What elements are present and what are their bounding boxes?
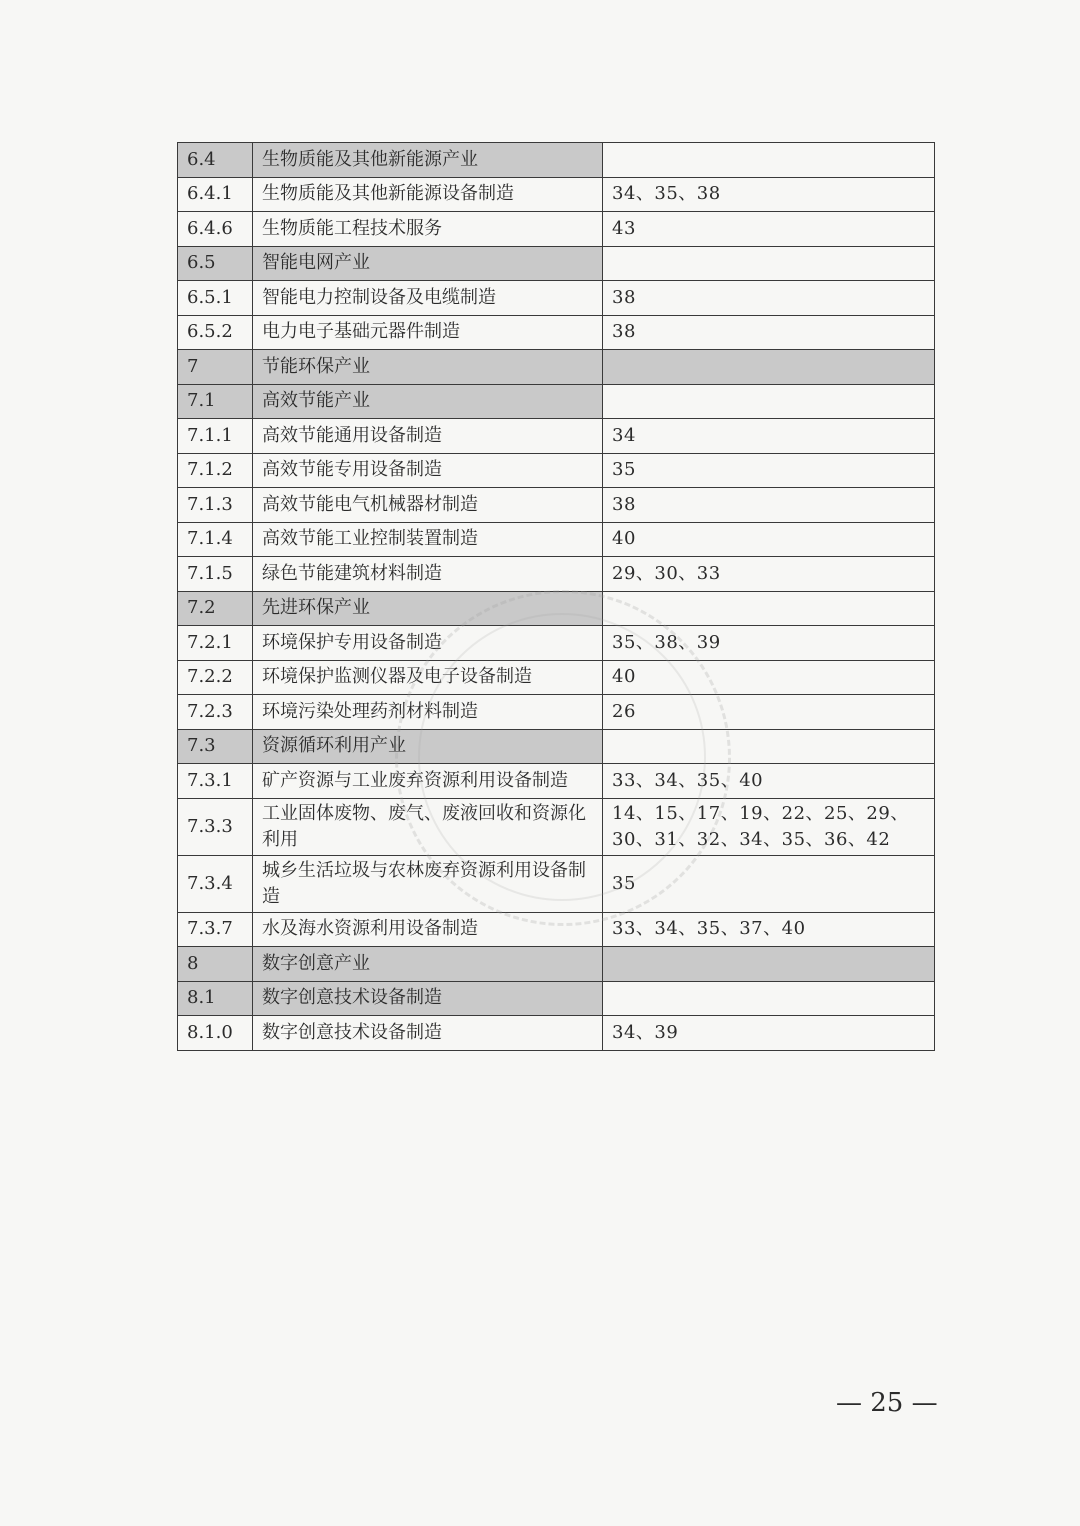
- row-name-cell: 数字创意技术设备制造: [253, 1016, 603, 1051]
- table-row: [178, 798, 935, 855]
- table-row: [178, 212, 935, 247]
- row-name-cell: 高效节能电气机械器材制造: [253, 488, 603, 523]
- row-name-cell: 资源循环利用产业: [253, 729, 603, 764]
- row-industry-codes-cell: 34: [603, 419, 935, 454]
- row-code-cell: 6.4: [178, 143, 253, 178]
- row-code-cell: 6.4.6: [178, 212, 253, 247]
- row-code-cell: 7.3.3: [178, 798, 253, 855]
- row-code-cell: 7.1.3: [178, 488, 253, 523]
- table-row: [178, 350, 935, 385]
- table-row: [178, 143, 935, 178]
- row-code-cell: 7.2.1: [178, 626, 253, 661]
- row-name-cell: 电力电子基础元器件制造: [253, 315, 603, 350]
- table-body: [178, 143, 935, 1051]
- table-row: [178, 660, 935, 695]
- table-row: [178, 246, 935, 281]
- row-code-cell: 7: [178, 350, 253, 385]
- table-row: [178, 981, 935, 1016]
- row-code-cell: 8.1.0: [178, 1016, 253, 1051]
- table-row: [178, 384, 935, 419]
- table-row: [178, 488, 935, 523]
- row-industry-codes-cell: 40: [603, 522, 935, 557]
- row-name-cell: 高效节能通用设备制造: [253, 419, 603, 454]
- row-name-cell: 绿色节能建筑材料制造: [253, 557, 603, 592]
- row-code-cell: 7.3.7: [178, 912, 253, 947]
- table-row: [178, 947, 935, 982]
- row-name-cell: 高效节能产业: [253, 384, 603, 419]
- row-industry-codes-cell: [603, 729, 935, 764]
- table-row: [178, 855, 935, 912]
- row-code-cell: 7.3: [178, 729, 253, 764]
- row-name-cell: 城乡生活垃圾与农林废弃资源利用设备制造: [253, 855, 603, 912]
- row-name-cell: 环境保护监测仪器及电子设备制造: [253, 660, 603, 695]
- row-name-cell: 数字创意产业: [253, 947, 603, 982]
- row-name-cell: 高效节能专用设备制造: [253, 453, 603, 488]
- row-industry-codes-cell: 33、34、35、40: [603, 764, 935, 799]
- table-row: [178, 557, 935, 592]
- table-row: [178, 626, 935, 661]
- page-number: — 25 —: [836, 1388, 938, 1418]
- row-name-cell: 水及海水资源利用设备制造: [253, 912, 603, 947]
- row-industry-codes-cell: [603, 350, 935, 385]
- row-industry-codes-cell: 40: [603, 660, 935, 695]
- row-code-cell: 7.1.2: [178, 453, 253, 488]
- row-name-cell: 智能电网产业: [253, 246, 603, 281]
- table-row: [178, 764, 935, 799]
- row-industry-codes-cell: [603, 981, 935, 1016]
- row-industry-codes-cell: 38: [603, 281, 935, 316]
- row-code-cell: 7.1: [178, 384, 253, 419]
- row-code-cell: 7.1.4: [178, 522, 253, 557]
- row-industry-codes-cell: 35: [603, 855, 935, 912]
- row-code-cell: 6.5: [178, 246, 253, 281]
- row-code-cell: 6.5.1: [178, 281, 253, 316]
- row-industry-codes-cell: 43: [603, 212, 935, 247]
- table-row: [178, 177, 935, 212]
- row-name-cell: 矿产资源与工业废弃资源利用设备制造: [253, 764, 603, 799]
- row-industry-codes-cell: 35: [603, 453, 935, 488]
- table-row: [178, 1016, 935, 1051]
- row-code-cell: 7.1.5: [178, 557, 253, 592]
- row-industry-codes-cell: 33、34、35、37、40: [603, 912, 935, 947]
- row-industry-codes-cell: 14、15、17、19、22、25、29、30、31、32、34、35、36、42: [603, 798, 935, 855]
- row-code-cell: 8.1: [178, 981, 253, 1016]
- row-name-cell: 节能环保产业: [253, 350, 603, 385]
- row-industry-codes-cell: [603, 591, 935, 626]
- table-row: [178, 453, 935, 488]
- row-code-cell: 6.5.2: [178, 315, 253, 350]
- table-row: [178, 695, 935, 730]
- row-code-cell: 7.2: [178, 591, 253, 626]
- row-name-cell: 环境保护专用设备制造: [253, 626, 603, 661]
- table-row: [178, 729, 935, 764]
- row-code-cell: 7.3.1: [178, 764, 253, 799]
- row-industry-codes-cell: 34、35、38: [603, 177, 935, 212]
- row-code-cell: 7.2.3: [178, 695, 253, 730]
- row-industry-codes-cell: 29、30、33: [603, 557, 935, 592]
- table-row: [178, 912, 935, 947]
- row-industry-codes-cell: [603, 246, 935, 281]
- row-industry-codes-cell: 38: [603, 488, 935, 523]
- row-industry-codes-cell: 34、39: [603, 1016, 935, 1051]
- row-industry-codes-cell: [603, 143, 935, 178]
- row-code-cell: 7.2.2: [178, 660, 253, 695]
- row-name-cell: 环境污染处理药剂材料制造: [253, 695, 603, 730]
- row-name-cell: 智能电力控制设备及电缆制造: [253, 281, 603, 316]
- row-code-cell: 6.4.1: [178, 177, 253, 212]
- table-row: [178, 315, 935, 350]
- row-industry-codes-cell: [603, 384, 935, 419]
- row-code-cell: 7.3.4: [178, 855, 253, 912]
- row-name-cell: 工业固体废物、废气、废液回收和资源化利用: [253, 798, 603, 855]
- row-name-cell: 生物质能及其他新能源产业: [253, 143, 603, 178]
- row-name-cell: 生物质能及其他新能源设备制造: [253, 177, 603, 212]
- row-industry-codes-cell: 26: [603, 695, 935, 730]
- row-name-cell: 生物质能工程技术服务: [253, 212, 603, 247]
- industry-classification-table: [177, 142, 935, 1051]
- row-industry-codes-cell: 38: [603, 315, 935, 350]
- row-industry-codes-cell: 35、38、39: [603, 626, 935, 661]
- row-industry-codes-cell: [603, 947, 935, 982]
- row-name-cell: 高效节能工业控制装置制造: [253, 522, 603, 557]
- table-row: [178, 419, 935, 454]
- table-row: [178, 281, 935, 316]
- row-name-cell: 数字创意技术设备制造: [253, 981, 603, 1016]
- row-name-cell: 先进环保产业: [253, 591, 603, 626]
- table-row: [178, 591, 935, 626]
- row-code-cell: 8: [178, 947, 253, 982]
- table-row: [178, 522, 935, 557]
- row-code-cell: 7.1.1: [178, 419, 253, 454]
